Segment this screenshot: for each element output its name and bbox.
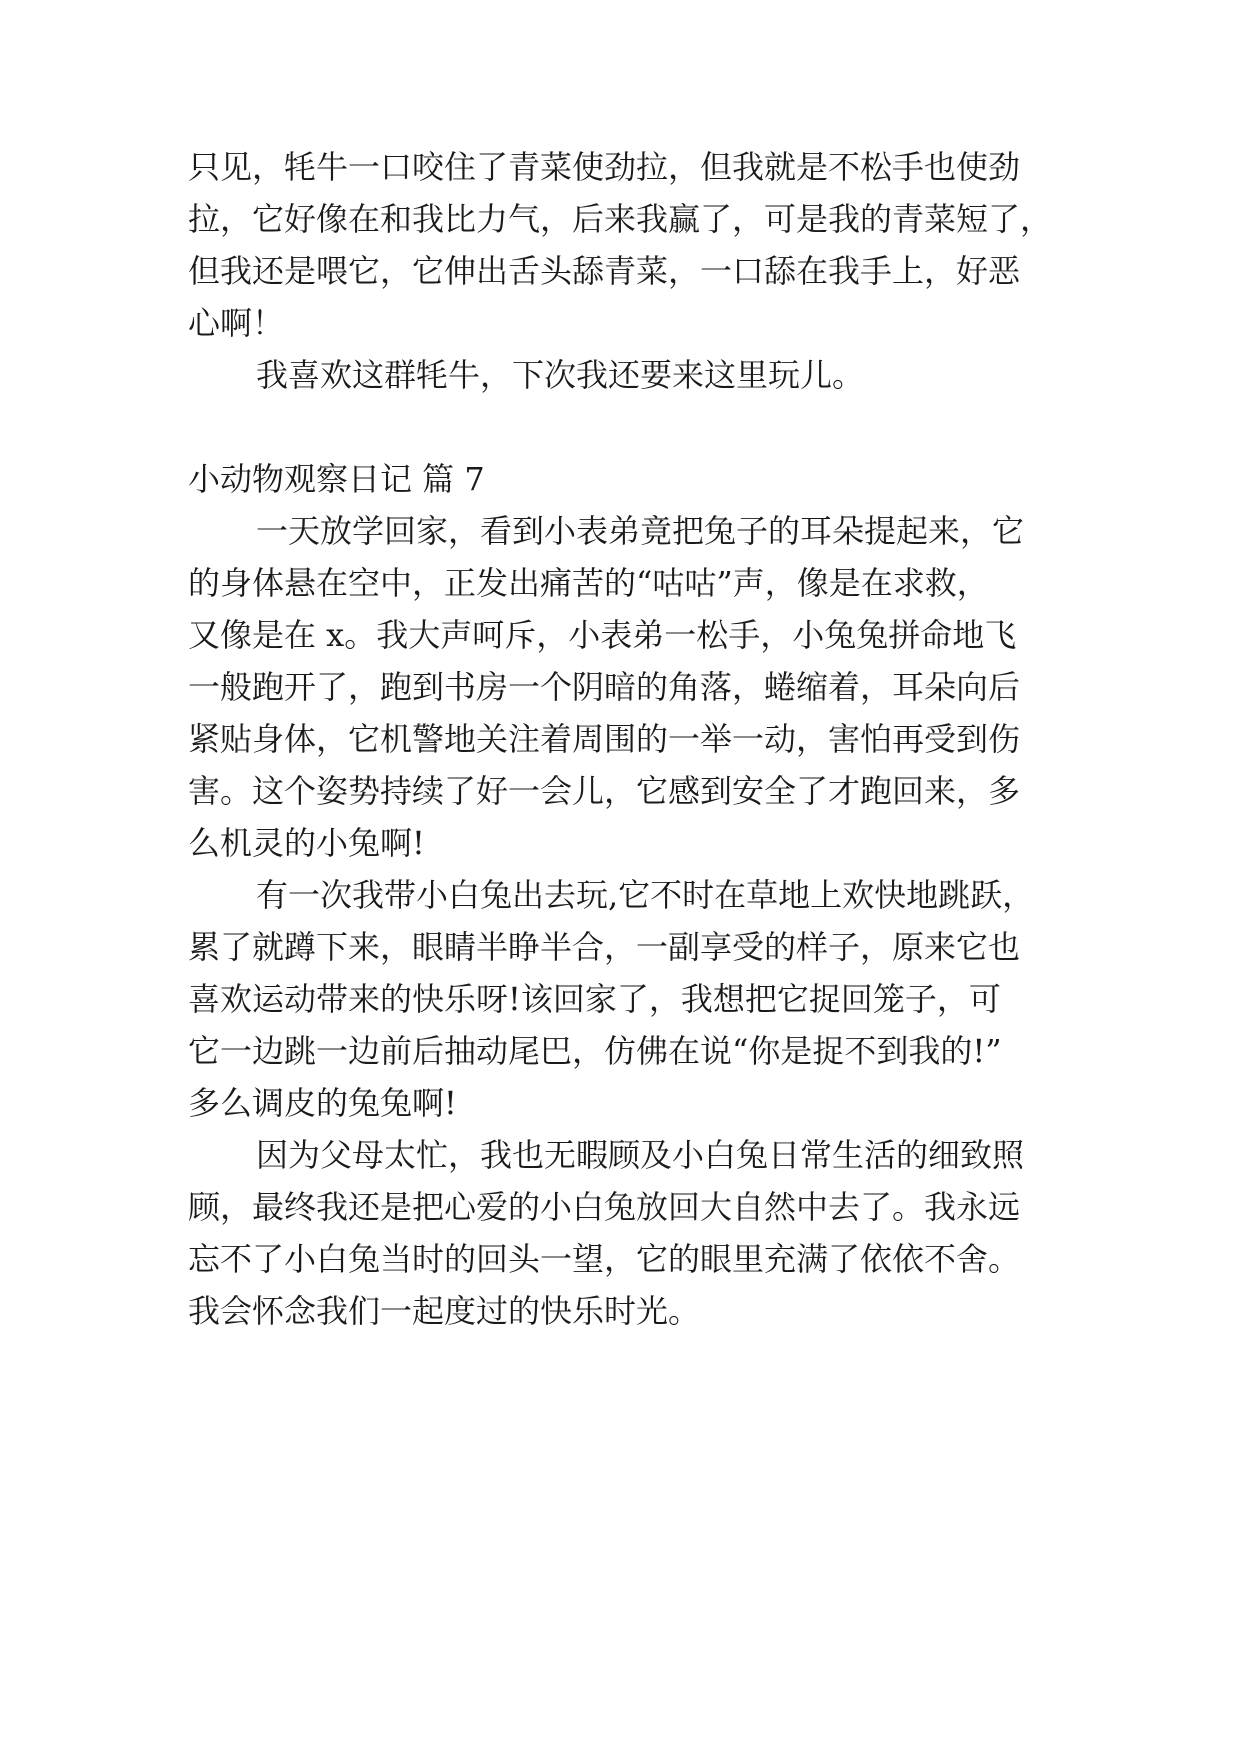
paragraph-line: 么机灵的小兔啊! — [188, 824, 425, 862]
paragraph-line: 忘不了小白兔当时的回头一望，它的眼里充满了依依不舍。 — [188, 1240, 1021, 1278]
paragraph-line: 拉，它好像在和我比力气，后来我赢了，可是我的青菜短了， — [188, 200, 1053, 238]
paragraph-line: 一般跑开了，跑到书房一个阴暗的角落，蜷缩着，耳朵向后 — [188, 668, 1021, 706]
paragraph-line: 又像是在 x。我大声呵斥，小表弟一松手，小兔兔拼命地飞 — [188, 616, 1017, 654]
paragraph-line: 害。这个姿势持续了好一会儿，它感到安全了才跑回来，多 — [188, 772, 1021, 810]
paragraph-line: 心啊！ — [188, 304, 285, 342]
paragraph-line: 我喜欢这群牦牛，下次我还要来这里玩儿。 — [256, 356, 865, 394]
paragraph-line: 的身体悬在空中，正发出痛苦的“咕咕”声，像是在求救， — [188, 564, 989, 602]
paragraph-line: 但我还是喂它，它伸出舌头舔青菜，一口舔在我手上，好恶 — [188, 252, 1021, 290]
paragraph-line: 一天放学回家，看到小表弟竟把兔子的耳朵提起来，它 — [256, 512, 1025, 550]
paragraph-line: 顾，最终我还是把心爱的小白兔放回大自然中去了。我永远 — [188, 1188, 1021, 1226]
paragraph-line: 有一次我带小白兔出去玩,它不时在草地上欢快地跳跃， — [256, 876, 1035, 914]
paragraph-line: 紧贴身体，它机警地关注着周围的一举一动，害怕再受到伤 — [188, 720, 1021, 758]
section-title: 小动物观察日记 篇 7 — [188, 460, 485, 498]
paragraph-line: 累了就蹲下来，眼睛半睁半合，一副享受的样子，原来它也 — [188, 928, 1021, 966]
paragraph-line: 因为父母太忙，我也无暇顾及小白兔日常生活的细致照 — [256, 1136, 1025, 1174]
paragraph-line: 它一边跳一边前后抽动尾巴，仿佛在说“你是捉不到我的!” — [188, 1032, 1002, 1070]
paragraph-line: 喜欢运动带来的快乐呀!该回家了，我想把它捉回笼子，可 — [188, 980, 1001, 1018]
paragraph-line: 多么调皮的兔兔啊! — [188, 1084, 457, 1122]
paragraph-line: 我会怀念我们一起度过的快乐时光。 — [188, 1292, 701, 1330]
paragraph-line: 只见，牦牛一口咬住了青菜使劲拉，但我就是不松手也使劲 — [188, 148, 1021, 186]
